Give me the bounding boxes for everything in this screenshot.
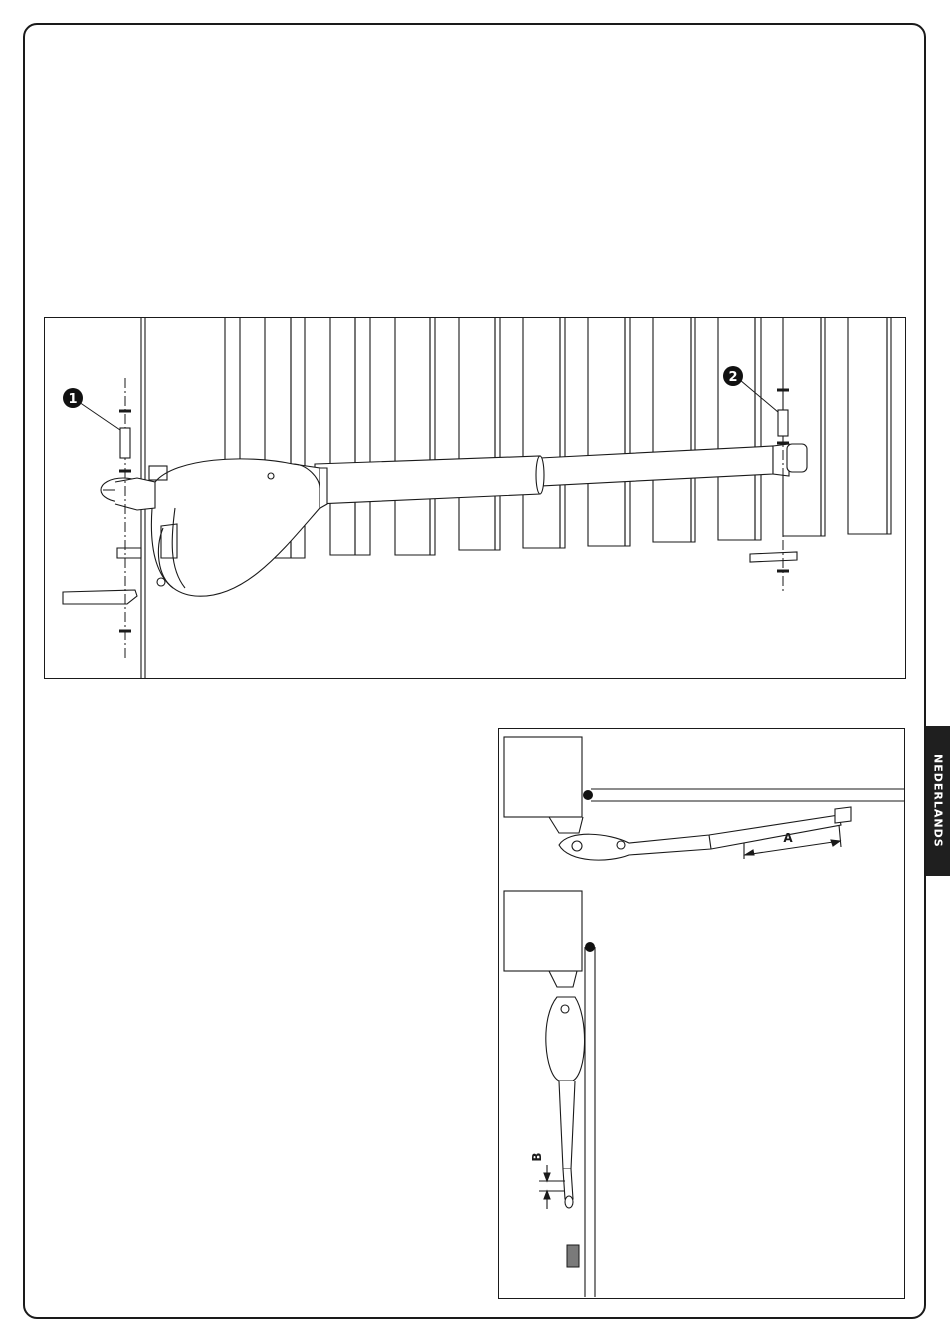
dimension-figure (498, 728, 905, 1299)
dimension-drawing (499, 729, 904, 1298)
dimension-a-label: A (783, 831, 793, 845)
gate-slats (225, 318, 891, 558)
callout-1 (63, 388, 83, 408)
hinge-point-bottom (585, 942, 595, 952)
dimension-b-label: B (530, 1152, 544, 1162)
wall-block-top (504, 737, 582, 817)
hinge-point-top (583, 790, 593, 800)
callout-2-label: 2 (728, 370, 738, 385)
language-tab (926, 726, 950, 876)
language-tab-label: NEDERLANDS (931, 754, 945, 848)
installation-figure (44, 317, 906, 679)
gate-stop (567, 1245, 579, 1267)
installation-drawing (45, 318, 905, 678)
callout-2 (723, 366, 743, 386)
wall-block-bottom (504, 891, 582, 971)
callout-1-label: 1 (68, 392, 78, 407)
